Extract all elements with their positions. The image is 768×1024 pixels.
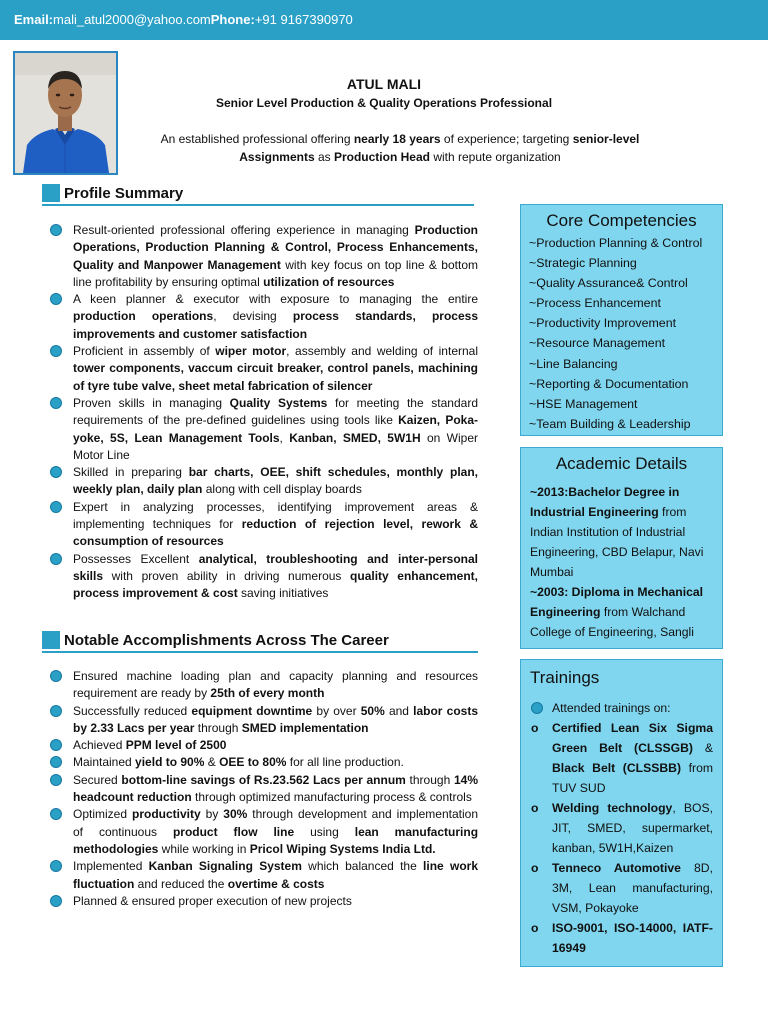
list-item [50, 772, 478, 807]
list-item [50, 291, 478, 343]
bullet-o-icon: o [531, 921, 539, 935]
trainings-box [520, 659, 723, 967]
bullet-circle-icon [50, 466, 62, 478]
list-item-text: Tenneco Automotive 8D, 3M, Lean manufacturing, VSM, Pokayoke [552, 861, 713, 915]
list-item [529, 354, 722, 374]
email-label: Email: [14, 12, 54, 27]
bullet-circle-icon [50, 501, 62, 513]
academic-heading: Academic Details [555, 454, 688, 473]
trainings-intro [521, 698, 713, 718]
candidate-name: ATUL MALI [346, 76, 422, 92]
list-item [530, 582, 714, 642]
bullet-circle-icon [50, 705, 62, 717]
bullet-circle-icon [50, 774, 62, 786]
bullet-circle-icon [50, 808, 62, 820]
bullet-circle-icon [531, 702, 543, 714]
trainings-heading: Trainings [530, 668, 600, 687]
list-item-text: ~Team Building & Leadership [529, 416, 691, 431]
section-marker-icon [42, 184, 60, 202]
section-divider [42, 204, 474, 206]
bullet-circle-icon [50, 224, 62, 236]
bullet-circle-icon [50, 293, 62, 305]
list-item [50, 806, 478, 858]
list-item-text: ISO-9001, ISO-14000, IATF-16949 [552, 921, 713, 955]
list-item [529, 313, 722, 333]
list-item [529, 253, 722, 273]
list-item-text: ~Resource Management [529, 336, 666, 351]
list-item [529, 293, 722, 313]
list-item [529, 273, 722, 293]
list-item [50, 703, 478, 738]
list-item-text: ~Production Planning & Control [529, 236, 703, 250]
list-item-text: Optimized productivity by 30% through development and implementation of continuous product flow line using lean manufacturing methodologies while working in Pricol Wiping Systems India Ltd. [73, 807, 479, 856]
list-item-text: Possesses Excellent analytical, troubleshooting and inter-personal skills with proven ability in driving numerous quality enhancement, process improvement & cost saving initiatives [73, 551, 478, 601]
list-item [50, 464, 478, 499]
bullet-circle-icon [50, 860, 62, 872]
list-item-text: Secured bottom-line savings of Rs.23.562 Lacs per annum through 14% headcount reduction through optimized manufacturing process & controls [73, 772, 479, 805]
list-item-text: A keen planner & executor with exposure to managing the entire production operations, devising process standards, process improvements and customer satisfaction [73, 292, 478, 341]
core-competencies-box [520, 204, 723, 436]
profile-summary-list [50, 222, 478, 603]
accomplishments-heading: Notable Accomplishments Across The Career [64, 631, 389, 649]
list-item-text: Proven skills in managing Quality Systems for meeting the standard requirements of the pre-defined guidelines using tools like Kaizen, Poka-yoke, 5S, Lean Management Tools, Kanban, SMED, 5W1H on Wiper Motor Line [73, 395, 478, 462]
bullet-circle-icon [50, 895, 62, 907]
list-item-text: ~Strategic Planning [529, 256, 637, 271]
core-competencies-heading: Core Competencies [546, 211, 697, 230]
list-item-text: Achieved PPM level of 2500 [73, 738, 227, 753]
phone-label: Phone: [210, 12, 255, 27]
bullet-o-icon: o [531, 721, 539, 735]
bullet-circle-icon [50, 739, 62, 751]
profile-photo [13, 51, 118, 175]
section-heading-profile-summary [42, 182, 183, 204]
list-item [521, 718, 713, 798]
list-item [50, 551, 478, 603]
list-item [521, 918, 713, 958]
list-item-text: ~Process Enhancement [529, 296, 661, 311]
academic-details-box [520, 447, 723, 649]
list-item [50, 858, 478, 893]
core-competencies-list [521, 233, 722, 434]
list-item [529, 333, 722, 353]
list-item [50, 395, 478, 464]
list-item-text: Result-oriented professional offering experience in managing Production Operations, Production Planning & Control, Process Enhancements, Quality and Manpower Management with key focus on top line & bottom line profitability by ensuring optimal utilization of resources [73, 223, 478, 289]
list-item [50, 754, 478, 771]
bullet-o-icon: o [531, 801, 539, 815]
bullet-circle-icon [50, 553, 62, 565]
list-item-text: ~HSE Management [529, 396, 638, 411]
section-heading-accomplishments [42, 629, 389, 651]
list-item [529, 233, 722, 253]
profile-summary-heading: Profile Summary [64, 184, 184, 202]
list-item-text: Implemented Kanban Signaling System which balanced the line work fluctuation and reduced the overtime & costs [73, 859, 478, 891]
list-item-text: Expert in analyzing processes, identifying improvement areas & implementing techniques for reduction of rejection level, rework & consumption of resources [73, 499, 478, 549]
list-item [50, 499, 478, 551]
list-item-text: Welding technology, BOS, JIT, SMED, supermarket, kanban, 5W1H,Kaizen [552, 801, 713, 855]
list-item [50, 222, 478, 291]
list-item [50, 737, 478, 754]
list-item-text: Certified Lean Six Sigma Green Belt (CLSSGB) & Black Belt (CLSSBB) from TUV SUD [552, 721, 714, 795]
list-item-text: Successfully reduced equipment downtime by over 50% and labor costs by 2.33 Lacs per year through SMED implementation [73, 703, 478, 735]
bullet-circle-icon [50, 670, 62, 682]
bullet-circle-icon [50, 345, 62, 357]
list-item-text: Skilled in preparing bar charts, OEE, shift schedules, monthly plan, weekly plan, daily plan along with cell display boards [73, 465, 478, 497]
list-item [50, 343, 478, 395]
list-item [530, 482, 714, 582]
bullet-circle-icon [50, 756, 62, 768]
academic-list [521, 482, 722, 642]
list-item-text: Maintained yield to 90% & OEE to 80% for all line production. [73, 755, 404, 770]
trainings-list [521, 698, 722, 718]
trainings-intro-text: Attended trainings on: [552, 701, 671, 715]
list-item [50, 668, 478, 703]
section-marker-icon [42, 631, 60, 649]
email-link[interactable]: mali_atul2000@yahoo.com [53, 12, 211, 27]
list-item-text: ~Productivity Improvement [529, 316, 677, 331]
phone-number[interactable]: +91 9167390970 [254, 12, 353, 27]
list-item-text: ~2003: Diploma in Mechanical Engineering from Walchand College of Engineering, Sangli [530, 585, 704, 639]
list-item [529, 414, 722, 434]
candidate-title: Senior Level Production & Quality Operations Professional [215, 96, 553, 110]
list-item [50, 893, 478, 910]
list-item-text: ~Quality Assurance& Control [529, 276, 688, 291]
list-item [529, 374, 722, 394]
trainings-items [521, 718, 722, 958]
accomplishments-list [50, 668, 478, 910]
list-item-text: Ensured machine loading plan and capacity planning and resources requirement are ready by 25th of every month [73, 669, 478, 701]
list-item [521, 798, 713, 858]
bullet-circle-icon [50, 397, 62, 409]
list-item-text: ~Reporting & Documentation [529, 376, 689, 391]
list-item [521, 858, 713, 918]
person-photo-icon [15, 53, 116, 173]
list-item-text: ~Line Balancing [529, 356, 618, 371]
list-item-text: Proficient in assembly of wiper motor, assembly and welding of internal tower components, vaccum circuit breaker, control panels, machining of tyre tube valve, sheet metal fabrication of silencer [73, 344, 479, 393]
intro-text: An established professional offering nearly 18 years of experience; targeting senior-level Assignments as Production Head with repute organization [160, 132, 640, 164]
list-item-text: ~2013:Bachelor Degree in Industrial Engineering from Indian Institution of Industrial Engineering, CBD Belapur, Navi Mumbai [530, 485, 704, 579]
section-divider [42, 651, 478, 653]
bullet-o-icon: o [531, 861, 539, 875]
list-item-text: Planned & ensured proper execution of new projects [73, 893, 352, 908]
list-item [529, 394, 722, 414]
contact-bar [0, 0, 768, 40]
